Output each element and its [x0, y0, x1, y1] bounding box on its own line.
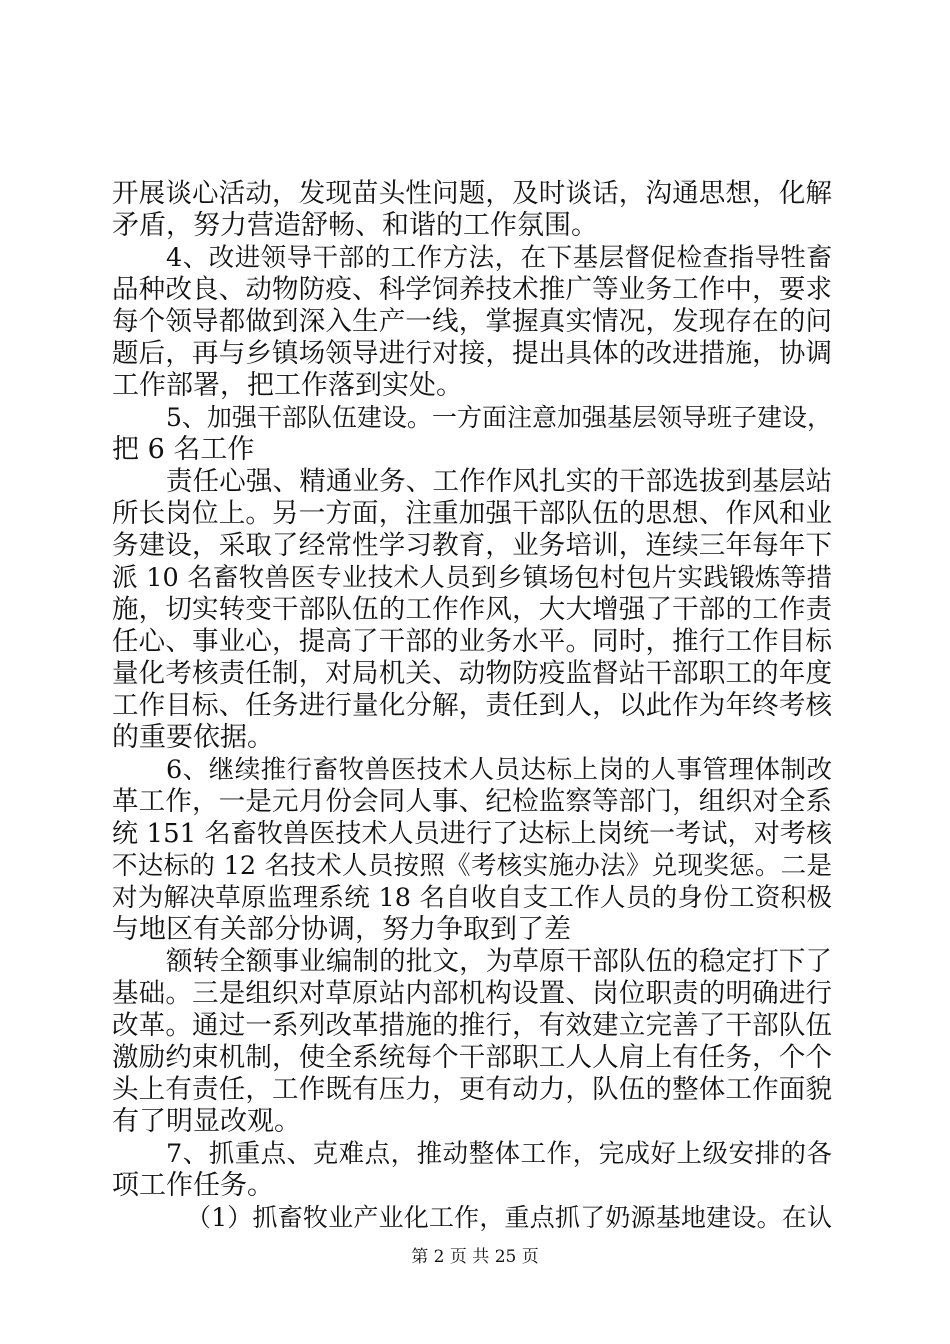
text-line: 统 151 名畜牧兽医技术人员进行了达标上岗统一考试，对考核 — [112, 819, 832, 849]
text-line: 务建设，采取了经常性学习教育，业务培训，连续三年每年下 — [112, 530, 832, 561]
text-line: 工作部署，把工作落到实处。 — [112, 370, 463, 401]
text-line: 7、抓重点、克难点，推动整体工作，完成好上级安排的各 — [166, 1139, 832, 1169]
text-line: 头上有责任，工作既有压力，更有动力，队伍的整体工作面貌 — [112, 1074, 832, 1105]
text-line: 所长岗位上。另一方面，注重加强干部队伍的思想、作风和业 — [112, 498, 832, 529]
text-line: 改革。通过一系列改革措施的推行，有效建立完善了干部队伍 — [112, 1010, 832, 1041]
text-line: 把 6 名工作 — [112, 434, 255, 465]
text-line: 对为解决草原监理系统 18 名自收自支工作人员的身份工资积极 — [112, 883, 832, 913]
text-line: 革工作，一是元月份会同人事、纪检监察等部门，组织对全系 — [112, 786, 832, 817]
text-line: 基础。三是组织对草原站内部机构设置、岗位职责的明确进行 — [112, 978, 832, 1009]
text-line: 派 10 名畜牧兽医专业技术人员到乡镇场包村包片实践锻炼等措 — [112, 563, 832, 593]
text-line: 工作目标、任务进行量化分解，责任到人，以此作为年终考核 — [112, 690, 832, 721]
text-line: 责任心强、精通业务、工作作风扎实的干部选拔到基层站 — [166, 466, 832, 497]
page-number-footer: 第 2 页 共 25 页 — [411, 1247, 539, 1267]
text-line: 额转全额事业编制的批文，为草原干部队伍的稳定打下了 — [166, 946, 832, 977]
text-line: 与地区有关部分协调，努力争取到了差 — [112, 914, 571, 945]
text-line: 的重要依据。 — [112, 722, 274, 753]
text-line: 项工作任务。 — [112, 1170, 274, 1201]
text-line: 激励约束机制，使全系统每个干部职工人人肩上有任务，个个 — [112, 1042, 832, 1073]
text-line: 品种改良、动物防疫、科学饲养技术推广等业务工作中，要求 — [112, 274, 832, 305]
text-line: 5、加强干部队伍建设。一方面注意加强基层领导班子建设， — [166, 403, 832, 432]
text-line: （1）抓畜牧业产业化工作，重点抓了奶源基地建设。在认 — [186, 1203, 832, 1232]
text-line: 6、继续推行畜牧兽医技术人员达标上岗的人事管理体制改 — [166, 755, 832, 785]
text-line: 题后，再与乡镇场领导进行对接，提出具体的改进措施，协调 — [112, 338, 832, 369]
text-line: 每个领导都做到深入生产一线，掌握真实情况，发现存在的问 — [112, 306, 832, 337]
text-line: 开展谈心活动，发现苗头性问题，及时谈话，沟通思想，化解 — [112, 178, 832, 209]
text-line: 任心、事业心，提高了干部的业务水平。同时，推行工作目标 — [112, 626, 832, 657]
text-line: 不达标的 12 名技术人员按照《考核实施办法》兑现奖惩。二是 — [112, 851, 832, 881]
text-line: 矛盾，努力营造舒畅、和谐的工作氛围。 — [112, 210, 598, 241]
text-line: 量化考核责任制，对局机关、动物防疫监督站干部职工的年度 — [112, 658, 832, 689]
text-line: 4、改进领导干部的工作方法，在下基层督促检查指导牲畜 — [166, 243, 832, 273]
text-line: 有了明显改观。 — [112, 1106, 301, 1137]
text-line: 施，切实转变干部队伍的工作作风，大大增强了干部的工作责 — [112, 594, 832, 625]
